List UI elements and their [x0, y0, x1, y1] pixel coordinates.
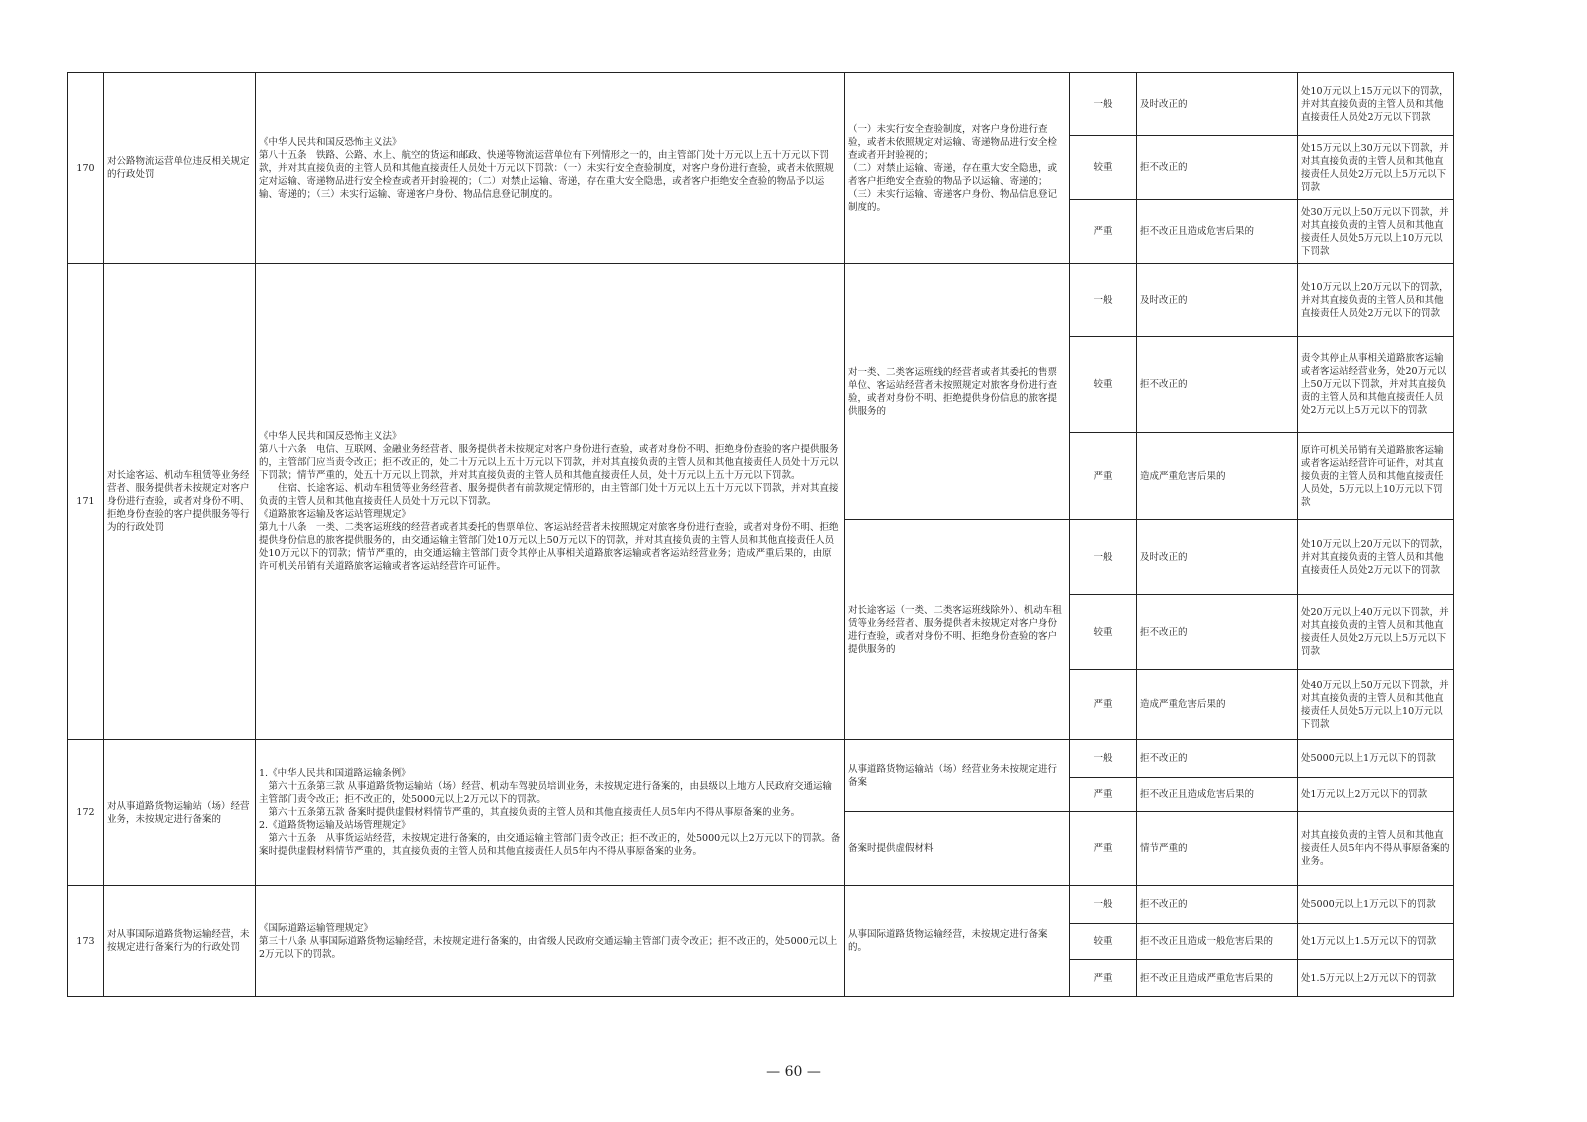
circumstance: 及时改正的 — [1137, 520, 1298, 595]
legal-basis: 《国际道路运输管理规定》 第三十八条 从事国际道路货物运输经营，未按规定进行备案的，由省级人民政府交通运输主管部门责令改正；拒不改正的，处5000元以上2万元以下的罚款。 — [256, 886, 845, 997]
penalty-standard: 处5000元以上1万元以下的罚款 — [1298, 740, 1454, 778]
severity-level: 一般 — [1070, 520, 1137, 595]
table-row — [68, 73, 1454, 136]
penalty-standard: 处10万元以上15万元以下的罚款，并对其直接负责的主管人员和其他直接责任人员处2万元以下罚款 — [1298, 73, 1454, 136]
circumstance: 造成严重危害后果的 — [1137, 670, 1298, 740]
circumstance: 拒不改正且造成严重危害后果的 — [1137, 960, 1298, 997]
legal-basis: 《中华人民共和国反恐怖主义法》 第八十五条 铁路、公路、水上、航空的货运和邮政、快递等物流运营单位有下列情形之一的，由主管部门处十万元以上五十万元以下罚款，并对其直接负责的主管人员和其他直接责任人员处十万元以下罚款：（一）未实行安全查验制度，对客户身份进行查验，或者未依照规定对运输、寄递物品进行安全检查或者开封验视的；（二）对禁止运输、寄递，存在重大安全隐患，或者客户拒绝安全查验的物品予以运输、寄递的；（三）未实行运输、寄递客户身份、物品信息登记制度的。 — [256, 73, 845, 264]
penalty-standard: 责令其停止从事相关道路旅客运输或者客运站经营业务，处20万元以上50万元以下罚款，并对其直接负责的主管人员和其他直接责任人员处2万元以上5万元以下的罚款 — [1298, 337, 1454, 433]
table-row — [68, 264, 1454, 337]
violation-behavior: 从事道路货物运输站（场）经营业务未按规定进行备案 — [845, 740, 1070, 812]
row-number: 172 — [68, 740, 104, 886]
penalty-standard: 处1万元以上1.5万元以下的罚款 — [1298, 924, 1454, 960]
penalty-standard: 处1万元以上2万元以下的罚款 — [1298, 778, 1454, 812]
violation-behavior: （一）未实行安全查验制度，对客户身份进行查验，或者未依照规定对运输、寄递物品进行安全检查或者开封验视的； （二）对禁止运输、寄递，存在重大安全隐患，或者客户拒绝安全查验的物品予以运输、寄递的； （三）未实行运输、寄递客户身份、物品信息登记制度的。 — [845, 73, 1070, 264]
legal-basis: 1.《中华人民共和国道路运输条例》 第六十五条第三款 从事道路货物运输站（场）经营、机动车驾驶员培训业务，未按规定进行备案的，由县级以上地方人民政府交通运输主管部门责令改正；拒不改正的，处5000元以上2万元以下的罚款。 第六十五条第五款 备案时提供虚假材料情节严重的，其直接负责的主管人员和其他直接责任人员5年内不得从事原备案的业务。 2.《道路货物运输及站场管理规定》 第六十五条 从事货运站经营，未按规定进行备案的，由交通运输主管部门责令改正；拒不改正的，处5000元以上2万元以下的罚款。备案时提供虚假材料情节严重的，其直接负责的主管人员和其他直接责任人员5年内不得从事原备案的业务。 — [256, 740, 845, 886]
severity-level: 严重 — [1070, 670, 1137, 740]
item-name: 对长途客运、机动车租赁等业务经营者、服务提供者未按规定对客户身份进行查验，或者对身份不明、拒绝身份查验的客户提供服务等行为的行政处罚 — [104, 264, 256, 740]
circumstance: 拒不改正且造成危害后果的 — [1137, 200, 1298, 264]
penalty-standard: 处1.5万元以上2万元以下的罚款 — [1298, 960, 1454, 997]
legal-basis: 《中华人民共和国反恐怖主义法》 第八十六条 电信、互联网、金融业务经营者、服务提供者未按规定对客户身份进行查验，或者对身份不明、拒绝身份查验的客户提供服务的，主管部门应当责令改正；拒不改正的，处二十万元以上五十万元以下罚款，并对其直接负责的主管人员和其他直接责任人员处十万元以下罚款；情节严重的，处五十万元以上罚款，并对其直接负责的主管人员和其他直接责任人员，处十万元以上五十万元以下罚款。 住宿、长途客运、机动车租赁等业务经营者、服务提供者有前款规定情形的，由主管部门处十万元以上五十万元以下罚款，并对其直接负责的主管人员和其他直接责任人员处十万元以下罚款。 《道路旅客运输及客运站管理规定》 第九十八条 一类、二类客运班线的经营者或者其委托的售票单位、客运站经营者未按照规定对旅客身份进行查验，或者对身份不明、拒绝提供身份信息的旅客提供服务的，由交通运输主管部门处10万元以上50万元以下的罚款，并对其直接负责的主管人员和其他直接责任人员处10万元以下的罚款；情节严重的，由交通运输主管部门责令其停止从事相关道路旅客运输或者客运站经营业务；造成严重后果的，由原许可机关吊销有关道路旅客运输或者客运站经营许可证件。 — [256, 264, 845, 740]
circumstance: 拒不改正的 — [1137, 337, 1298, 433]
circumstance: 造成严重危害后果的 — [1137, 433, 1298, 520]
penalty-standard: 处5000元以上1万元以下的罚款 — [1298, 886, 1454, 924]
severity-level: 较重 — [1070, 595, 1137, 670]
item-name: 对从事道路货物运输站（场）经营业务，未按规定进行备案的 — [104, 740, 256, 886]
severity-level: 较重 — [1070, 924, 1137, 960]
penalty-standard: 处40万元以上50万元以下罚款，并对其直接负责的主管人员和其他直接责任人员处5万元以上10万元以下罚款 — [1298, 670, 1454, 740]
page-number: — 60 — — [766, 1064, 821, 1080]
circumstance: 拒不改正且造成危害后果的 — [1137, 778, 1298, 812]
severity-level: 一般 — [1070, 886, 1137, 924]
violation-behavior: 从事国际道路货物运输经营，未按规定进行备案的。 — [845, 886, 1070, 997]
penalty-standard: 处20万元以上40万元以下罚款，并对其直接负责的主管人员和其他直接责任人员处2万元以上5万元以下罚款 — [1298, 595, 1454, 670]
row-number: 173 — [68, 886, 104, 997]
item-name: 对公路物流运营单位违反相关规定的行政处罚 — [104, 73, 256, 264]
circumstance: 及时改正的 — [1137, 73, 1298, 136]
severity-level: 一般 — [1070, 73, 1137, 136]
circumstance: 拒不改正的 — [1137, 740, 1298, 778]
circumstance: 拒不改正的 — [1137, 886, 1298, 924]
penalty-table — [67, 72, 1454, 997]
circumstance: 拒不改正的 — [1137, 136, 1298, 200]
penalty-standard: 处15万元以上30万元以下罚款，并对其直接负责的主管人员和其他直接责任人员处2万元以上5万元以下罚款 — [1298, 136, 1454, 200]
penalty-standard: 处30万元以上50万元以下罚款，并对其直接负责的主管人员和其他直接责任人员处5万元以上10万元以下罚款 — [1298, 200, 1454, 264]
table-row — [68, 740, 1454, 778]
row-number: 170 — [68, 73, 104, 264]
row-number: 171 — [68, 264, 104, 740]
violation-behavior: 备案时提供虚假材料 — [845, 812, 1070, 886]
circumstance: 拒不改正且造成一般危害后果的 — [1137, 924, 1298, 960]
severity-level: 一般 — [1070, 740, 1137, 778]
penalty-standard: 原许可机关吊销有关道路旅客运输或者客运站经营许可证件，对其直接负责的主管人员和其他直接责任人员处，5万元以上10万元以下罚款 — [1298, 433, 1454, 520]
severity-level: 较重 — [1070, 337, 1137, 433]
severity-level: 严重 — [1070, 433, 1137, 520]
item-name: 对从事国际道路货物运输经营，未按规定进行备案行为的行政处罚 — [104, 886, 256, 997]
severity-level: 严重 — [1070, 778, 1137, 812]
severity-level: 严重 — [1070, 960, 1137, 997]
severity-level: 较重 — [1070, 136, 1137, 200]
circumstance: 及时改正的 — [1137, 264, 1298, 337]
violation-behavior: 对一类、二类客运班线的经营者或者其委托的售票单位、客运站经营者未按照规定对旅客身份进行查验，或者对身份不明、拒绝提供身份信息的旅客提供服务的 — [845, 264, 1070, 520]
severity-level: 严重 — [1070, 812, 1137, 886]
penalty-standard: 处10万元以上20万元以下的罚款，并对其直接负责的主管人员和其他直接责任人员处2万元以下的罚款 — [1298, 520, 1454, 595]
severity-level: 一般 — [1070, 264, 1137, 337]
severity-level: 严重 — [1070, 200, 1137, 264]
circumstance: 情节严重的 — [1137, 812, 1298, 886]
penalty-standard: 处10万元以上20万元以下的罚款，并对其直接负责的主管人员和其他直接责任人员处2万元以下的罚款 — [1298, 264, 1454, 337]
penalty-standard: 对其直接负责的主管人员和其他直接责任人员5年内不得从事原备案的业务。 — [1298, 812, 1454, 886]
violation-behavior: 对长途客运（一类、二类客运班线除外）、机动车租赁等业务经营者、服务提供者未按规定对客户身份进行查验，或者对身份不明、拒绝身份查验的客户提供服务的 — [845, 520, 1070, 740]
circumstance: 拒不改正的 — [1137, 595, 1298, 670]
table-row — [68, 886, 1454, 924]
